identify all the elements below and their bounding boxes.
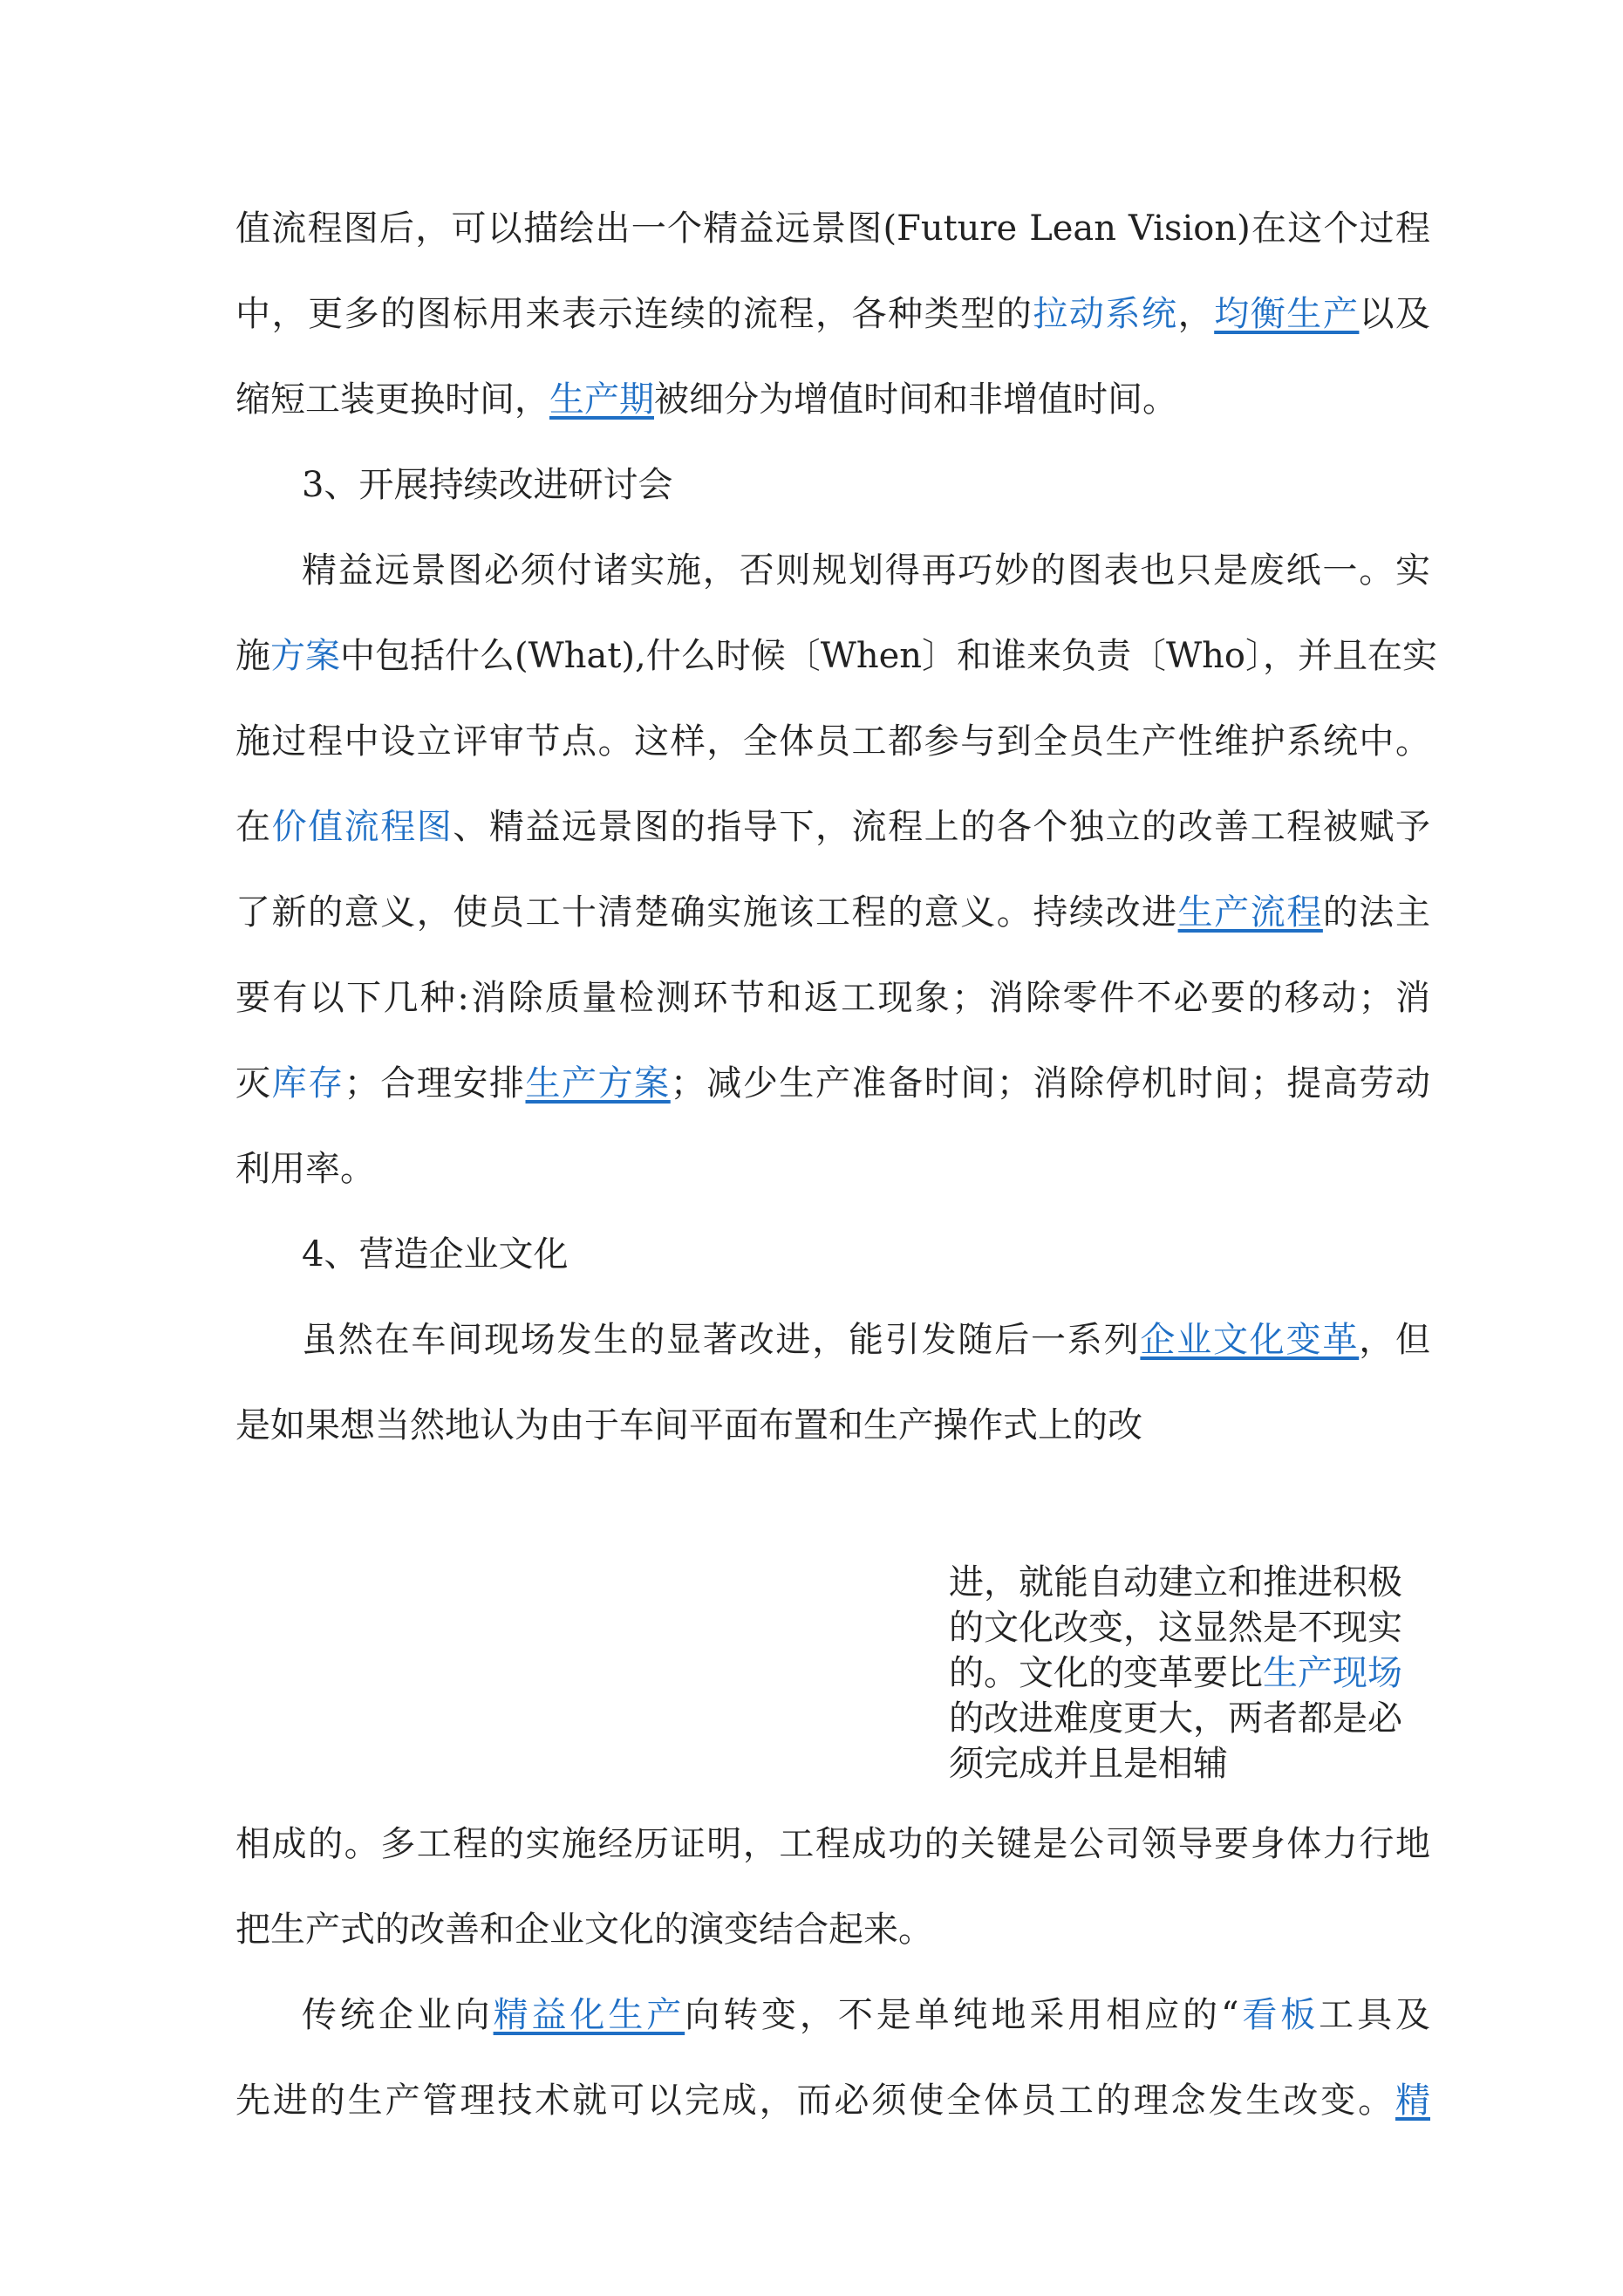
text-run: ；合理安排 (344, 1063, 526, 1104)
text-run: 的法主 (1322, 892, 1430, 933)
text-run: 相成的。多工程的实施经历证明，工程成功的关键是公司领导要身体力行地 (235, 1824, 1430, 1864)
text-run: 值流程图后，可以描绘出一个精益远景图(Future Lean Vision)在这个过程 (235, 208, 1430, 249)
text-run: 被细分为增值时间和非增值时间。 (654, 379, 1177, 420)
paragraph-line (235, 206, 1430, 251)
paragraph-line (235, 890, 1430, 935)
paragraph-line (235, 804, 1430, 850)
text-run: 施 (235, 636, 270, 676)
keyword-link[interactable]: 库存 (271, 1063, 344, 1104)
text-run: ；减少生产准备时间；消除停机时间；提高劳动 (670, 1063, 1430, 1104)
paragraph-line (235, 719, 1430, 764)
text-run: 的。文化的变革要比 (949, 1653, 1263, 1693)
text-run: 传统企业向 (302, 1995, 494, 2035)
keyword-link[interactable]: 方案 (270, 636, 340, 676)
hyperlink[interactable]: 生产方案 (525, 1063, 671, 1104)
paragraph-line (235, 291, 1430, 337)
paragraph-line (235, 633, 1437, 679)
text-run: 、精益远景图的指导下，流程上的各个独立的改善工程被赋予 (453, 807, 1430, 847)
paragraph-line (235, 1146, 1430, 1192)
text-run: ， (1177, 294, 1215, 334)
paragraph-line (235, 1821, 1430, 1867)
text-run: 把生产式的改善和企业文化的演变结合起来。 (235, 1910, 933, 1950)
text-run: 中，更多的图标用来表示连续的流程，各种类型的 (235, 294, 1033, 334)
hyperlink[interactable]: 生产流程 (1177, 892, 1323, 933)
text-run: 的文化改变，这显然是不现实 (949, 1608, 1402, 1648)
paragraph-line (302, 1992, 1430, 2038)
text-run: 缩短工装更换时间， (235, 379, 549, 420)
text-run: 向转变，不是单纯地采用相应的“ (685, 1995, 1239, 2035)
text-run: 的改进难度更大，两者都是必 (949, 1698, 1402, 1739)
text-run: 工具及 (1319, 1995, 1431, 2035)
keyword-link[interactable]: 生产现场 (1263, 1653, 1402, 1693)
text-run: 须完成并且是相辅 (949, 1744, 1228, 1784)
paragraph-line (235, 1907, 1430, 1952)
paragraph-line (302, 548, 1430, 593)
text-run: 先进的生产管理技术就可以完成，而必须使全体员工的理念发生改变。 (235, 2081, 1395, 2121)
text-run: 进，就能自动建立和推进积极 (949, 1562, 1402, 1602)
paragraph-line (235, 2078, 1430, 2123)
keyword-link[interactable]: 拉动系统 (1033, 294, 1178, 334)
paragraph-line (235, 975, 1430, 1021)
column-line (949, 1741, 1430, 1787)
text-run: 精益远景图必须付诸实施，否则规划得再巧妙的图表也只是废纸一。实 (302, 550, 1430, 591)
keyword-link[interactable]: 看板 (1238, 1995, 1320, 2035)
text-run: 了新的意义，使员工十清楚确实施该工程的意义。持续改进 (235, 892, 1178, 933)
hyperlink[interactable]: 精益化生产 (493, 1995, 685, 2035)
text-run: 在 (235, 807, 272, 847)
text-run: 中包括什么(What),什么时候〔When〕和谁来负责〔Who〕，并且在实 (340, 636, 1437, 676)
column-line (949, 1696, 1430, 1741)
section-heading (302, 1232, 1430, 1277)
hyperlink[interactable]: 精 (1395, 2081, 1430, 2121)
column-line (949, 1605, 1430, 1650)
text-run: 灭 (235, 1063, 272, 1104)
hyperlink[interactable]: 生产期 (549, 379, 654, 420)
text-run: 施过程中设立评审节点。这样，全体员工都参与到全员生产性维护系统中。 (235, 721, 1430, 762)
hyperlink[interactable]: 均衡生产 (1214, 294, 1360, 334)
column-line (949, 1650, 1430, 1696)
text-run: 以及 (1359, 294, 1430, 334)
text-run: 要有以下几种:消除质量检测环节和返工现象；消除零件不必要的移动；消 (235, 978, 1430, 1018)
hyperlink[interactable]: 企业文化变革 (1140, 1320, 1360, 1360)
text-run: 利用率。 (235, 1149, 375, 1189)
paragraph-line (235, 377, 1430, 422)
text-run: 虽然在车间现场发生的显著改进，能引发随后一系列 (302, 1320, 1141, 1360)
keyword-link[interactable]: 价值流程图 (271, 807, 453, 847)
section-heading (302, 462, 1430, 508)
paragraph-line (235, 1403, 1430, 1448)
text-run: 4、营造企业文化 (302, 1234, 569, 1274)
paragraph-line (302, 1317, 1430, 1363)
text-run: ，但 (1359, 1320, 1431, 1360)
text-run: 3、开展持续改进研讨会 (302, 465, 673, 505)
text-run: 是如果想当然地认为由于车间平面布置和生产操作式上的改 (235, 1405, 1142, 1445)
column-line (949, 1560, 1430, 1605)
paragraph-line (235, 1061, 1430, 1106)
